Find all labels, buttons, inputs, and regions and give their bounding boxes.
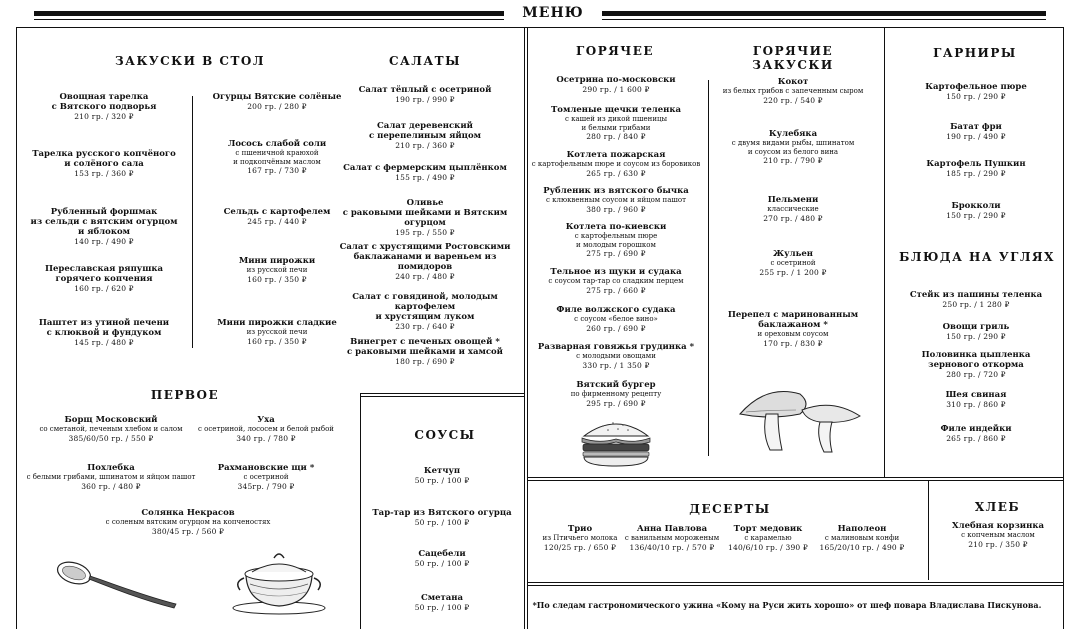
menu-title: МЕНЮ [504,5,602,21]
item-name: Шея свиная [945,390,1007,400]
section-title-salaty: САЛАТЫ [388,54,462,68]
item-description: с осетриной, лососем и белой рыбой [198,425,334,433]
frame-left-line [16,27,17,629]
item-price: 210 гр. / 320 ₽ [74,112,134,121]
item-name: горячего копчения [55,274,153,284]
menu-item [19,207,189,247]
item-price: 260 гр. / 690 ₽ [586,323,646,333]
item-price: 290 гр. / 1 600 ₽ [582,85,650,94]
item-price: 265 гр. / 630 ₽ [586,168,646,178]
item-name: зернового откорма [928,360,1024,370]
item-name: Оливье [406,198,444,208]
menu-item [708,310,878,348]
item-name: Тельное из щуки и судака [550,267,682,277]
menu-item [708,129,878,166]
divider-sousy-left [360,393,361,629]
item-price: 155 гр. / 490 ₽ [395,173,455,182]
footnote: *По следам гастрономического ужина «Кому на Руси жить хорошо» от шеф повара Владислава Пискунова. [532,600,1042,610]
section-title-sousy: СОУСЫ [414,428,476,442]
item-description: с белыми грибами, шпинатом и яйцом пашот [26,473,196,481]
header-thin-left [34,19,504,20]
menu-header-band [34,5,1046,21]
spoon-illustration [52,556,182,614]
divider-footnote-2 [528,585,1064,586]
menu-item [896,159,1056,179]
item-price: 50 гр. / 100 ₽ [414,559,470,568]
item-description: по фирменному рецепту [570,390,662,398]
item-name: Огурцы Вятские солёные [212,92,342,102]
item-name: с раковыми шейками и хамсой [347,347,503,357]
item-price: 160 гр. / 620 ₽ [74,284,134,293]
item-price: 170 гр. / 830 ₽ [763,338,823,348]
item-price: 200 гр. / 280 ₽ [247,102,307,111]
item-name: из сельди с вятским огурцом [30,217,178,227]
divider-sousy-top-2 [360,396,524,397]
menu-item [531,267,701,295]
divider-footnote [528,582,1064,583]
item-name: Перепел с маринованным баклажаном * [727,310,859,330]
menu-item [330,337,520,367]
item-name: Разварная говяжья грудинка * [537,342,695,352]
item-name: Салат с фермерским цыплёнком [343,163,507,173]
item-price: 185 гр. / 290 ₽ [946,169,1006,178]
item-price: 120/25 гр. / 650 ₽ [543,542,617,552]
menu-item [896,424,1056,444]
item-price: 160 гр. / 350 ₽ [247,274,307,284]
item-price: 190 гр. / 490 ₽ [946,132,1006,141]
item-price: 380/45 гр. / 560 ₽ [151,526,225,536]
item-price: 270 гр. / 480 ₽ [763,213,823,223]
item-price: 275 гр. / 660 ₽ [586,285,646,295]
item-name: Томленые щечки теленка [550,105,682,115]
menu-item [19,264,189,294]
item-description: со сметаной, печеным хлебом и салом [39,425,183,433]
item-price: 360 гр. / 480 ₽ [81,481,141,491]
menu-item [896,322,1056,342]
section-title-garniry: ГАРНИРЫ [933,46,1017,60]
item-name: Кетчуп [423,466,461,476]
item-description: с ванильным мороженым [624,534,720,542]
item-name: Половинка цыпленка [921,350,1031,360]
section-title-zakuski: ЗАКУСКИ В СТОЛ [115,54,265,68]
item-name: Анна Павлова [636,524,708,534]
menu-item [531,75,701,95]
item-price: 167 гр. / 730 ₽ [247,166,307,175]
item-price: 165/20/10 гр. / 490 ₽ [819,542,905,552]
menu-item [88,508,288,536]
item-name: Овощи гриль [942,322,1010,332]
item-price: 340 гр. / 780 ₽ [236,433,296,443]
menu-item [708,249,878,277]
menu-item [531,222,701,259]
section-title-goryachie-zakuski: ГОРЯЧИЕ ЗАКУСКИ [752,44,834,72]
menu-item [19,149,189,179]
menu-item [531,380,701,408]
menu-item [19,92,189,122]
item-name: Мини пирожки сладкие [217,318,337,328]
item-name: Салат с хрустящими Ростовскими [339,242,511,252]
item-name: Пельмени [767,195,819,205]
item-price: 150 гр. / 290 ₽ [946,92,1006,101]
item-price: 50 гр. / 100 ₽ [414,518,470,527]
item-price: 250 гр. / 1 280 ₽ [942,300,1010,309]
menu-item [367,508,517,528]
item-name: Котлета по-киевски [565,222,667,232]
item-name: Стейк из пашины теленка [909,290,1043,300]
item-price: 245 гр. / 440 ₽ [247,217,307,226]
menu-item [330,163,520,183]
item-name: Торт медовик [733,524,803,534]
item-name: Наполеон [837,524,887,534]
menu-item [367,549,517,569]
item-description: с двумя видами рыбы, шпинатом [731,139,855,147]
item-name: с клюквой и фундуком [46,328,162,338]
menu-item [896,201,1056,221]
burger-illustration [578,414,654,468]
item-price: 50 гр. / 100 ₽ [414,476,470,485]
header-bar-right [602,11,1046,16]
menu-item [622,524,722,552]
item-name: Рубленный форшмак [50,207,158,217]
item-name: с перепелиным яйцом [368,131,482,141]
item-name: Картофель Пушкин [926,159,1026,169]
item-name: баклажанами и вареньем из помидоров [353,252,497,272]
item-name: Хлебная корзинка [952,521,1044,531]
item-description: с молодыми овощами [576,352,656,360]
item-description: и белыми грибами [581,123,651,132]
item-price: 240 гр. / 480 ₽ [395,272,455,281]
item-name: Трио [567,524,593,534]
divider-center [524,27,525,629]
item-name: Мини пирожки [238,256,316,266]
item-name: Тар-тар из Вятского огурца [372,508,512,518]
item-name: Филе волжского судака [556,305,676,315]
item-price: 150 гр. / 290 ₽ [946,211,1006,220]
section-title-goryachee: ГОРЯЧЕЕ [575,44,655,58]
menu-item [26,463,196,491]
item-name: Жульен [773,249,813,259]
menu-item [896,290,1056,310]
item-price: 275 гр. / 690 ₽ [586,249,646,258]
item-name: Кулебяка [768,129,818,139]
menu-item [330,85,520,105]
menu-item [531,305,701,333]
menu-item [367,593,517,613]
item-name: Картофельное пюре [925,82,1027,92]
item-price: 210 гр. / 350 ₽ [968,539,1028,549]
item-name: Сацебели [418,549,466,559]
item-name: Паштет из утиной печени [38,318,170,328]
item-description: и молодым горошком [576,240,656,249]
divider-deserty-top-2 [528,480,1064,481]
header-thin-right [602,19,1046,20]
frame-right-line [1063,27,1064,629]
item-price: 255 гр. / 1 200 ₽ [759,267,827,277]
item-price: 330 гр. / 1 350 ₽ [582,360,650,370]
item-price: 195 гр. / 550 ₽ [395,228,455,237]
item-price: 145 гр. / 480 ₽ [74,338,134,347]
item-description: и подкопчёным маслом [233,157,321,166]
item-name: Рахмановские щи * [217,463,315,473]
section-title-deserty: ДЕСЕРТЫ [689,502,771,516]
item-description: с карамелью [744,534,792,542]
item-price: 380 гр. / 960 ₽ [586,204,646,214]
frame-top-line [16,27,1064,28]
item-description: из Птичьего молока [542,534,618,542]
item-name: Салат с говядиной, молодым картофелем [352,292,498,312]
item-name: Сельдь с картофелем [223,207,331,217]
item-price: 50 гр. / 100 ₽ [414,603,470,612]
item-name: Рубленик из вятского бычка [543,186,689,196]
item-name: Салат тёплый с осетриной [358,85,492,95]
item-description: классические [767,205,819,213]
menu-item [896,390,1056,410]
item-description: с соусом тар-тар со сладким перцем [548,277,684,285]
item-name: Батат фри [950,122,1002,132]
item-name: Тарелка русского копчёного [32,149,176,159]
item-name: Похлебка [87,463,135,473]
item-name: Винегрет с печеных овощей * [350,337,500,347]
menu-item [531,105,701,142]
menu-item [708,195,878,223]
item-price: 150 гр. / 290 ₽ [946,332,1006,341]
menu-item [723,524,813,552]
item-name: Переславская ряпушка [44,264,164,274]
menu-item [535,524,625,552]
item-name: Вятский бургер [576,380,656,390]
item-description: из белых грибов с запеченным сыром [722,87,864,95]
divider-garniry [884,27,885,477]
menu-item [896,122,1056,142]
menu-item [186,415,346,443]
divider-sousy-top [360,393,524,394]
item-description: с осетриной [770,259,816,267]
item-price: 220 гр. / 540 ₽ [763,95,823,105]
item-price: 265 гр. / 860 ₽ [946,434,1006,443]
item-description: из русской печи [246,328,308,336]
menu-item [531,186,701,214]
item-description: с клюквенным соусом и яйцом пашот [546,196,686,204]
item-description: с соусом «белое вино» [574,315,658,323]
item-description: с картофельным пюре [574,232,658,240]
item-name: Котлета пожарская [566,150,666,160]
item-description: с копченым маслом [961,531,1035,539]
divider-deserty-top [528,477,1064,478]
section-title-hleb: ХЛЕБ [974,500,1021,514]
item-price: 140/6/10 гр. / 390 ₽ [728,542,808,552]
item-name: Лосось слабой соли [227,139,327,149]
item-description: и соусом из белого вина [747,147,839,156]
menu-item [531,150,701,178]
menu-item [933,521,1063,549]
item-name: и солёного сала [64,159,144,169]
section-title-ugli: БЛЮДА НА УГЛЯХ [899,250,1055,264]
item-price: 230 гр. / 640 ₽ [395,322,455,331]
menu-item [708,77,878,105]
item-price: 140 гр. / 490 ₽ [74,237,134,246]
item-name: Сметана [420,593,464,603]
item-name: с раковыми шейками и Вятским огурцом [342,208,508,228]
menu-item [367,466,517,486]
item-name: Кокот [777,77,809,87]
item-description: с пшеничной краюхой [235,149,319,157]
mushroom-illustration [736,380,864,456]
item-price: 180 гр. / 690 ₽ [395,357,455,366]
section-title-pervoe: ПЕРВОЕ [150,388,220,402]
menu-item [330,292,520,332]
item-price: 136/40/10 гр. / 570 ₽ [629,542,715,552]
item-description: с соленым вятским огурцом на копченостях [105,518,271,526]
item-name: Солянка Некрасов [141,508,235,518]
item-description: с осетриной [243,473,289,481]
item-price: 280 гр. / 840 ₽ [586,132,646,141]
item-price: 153 гр. / 360 ₽ [74,169,134,178]
item-name: Салат деревенский [377,121,473,131]
item-name: Осетрина по-московски [556,75,676,85]
item-price: 190 гр. / 990 ₽ [395,95,455,104]
divider-center-2 [527,27,528,629]
header-bar-left [34,11,504,16]
item-description: с кашей из дикой пшеницы [564,115,668,123]
tureen-illustration [228,546,330,616]
item-name: Уха [257,415,275,425]
item-description: и ореховым соусом [757,330,829,338]
item-name: Филе индейки [940,424,1012,434]
item-price: 210 гр. / 790 ₽ [763,156,823,165]
item-name: с Вятского подворья [51,102,157,112]
menu-item [531,342,701,370]
menu-item [330,242,520,282]
item-price: 310 гр. / 860 ₽ [946,400,1006,409]
item-name: Овощная тарелка [59,92,149,102]
item-price: 210 гр. / 360 ₽ [395,141,455,150]
menu-item [817,524,907,552]
item-name: Борщ Московский [64,415,158,425]
menu-item [330,121,520,151]
menu-item [186,463,346,491]
menu-item [19,318,189,348]
item-description: из русской печи [246,266,308,274]
menu-item [330,198,520,238]
item-name: Брокколи [951,201,1001,211]
item-description: с малиновым конфи [824,534,900,542]
menu-item [26,415,196,443]
item-description: с картофельным пюре и соусом из боровиков [531,160,701,168]
item-price: 160 гр. / 350 ₽ [247,336,307,346]
menu-item [896,82,1056,102]
divider-hleb [928,480,929,580]
item-price: 345гр. / 790 ₽ [237,481,295,491]
item-name: и хрустящим луком [375,312,475,322]
item-price: 280 гр. / 720 ₽ [946,370,1006,379]
item-price: 295 гр. / 690 ₽ [586,398,646,408]
item-price: 385/60/50 гр. / 550 ₽ [68,433,154,443]
menu-item [896,350,1056,380]
item-name: и яблоком [77,227,131,237]
